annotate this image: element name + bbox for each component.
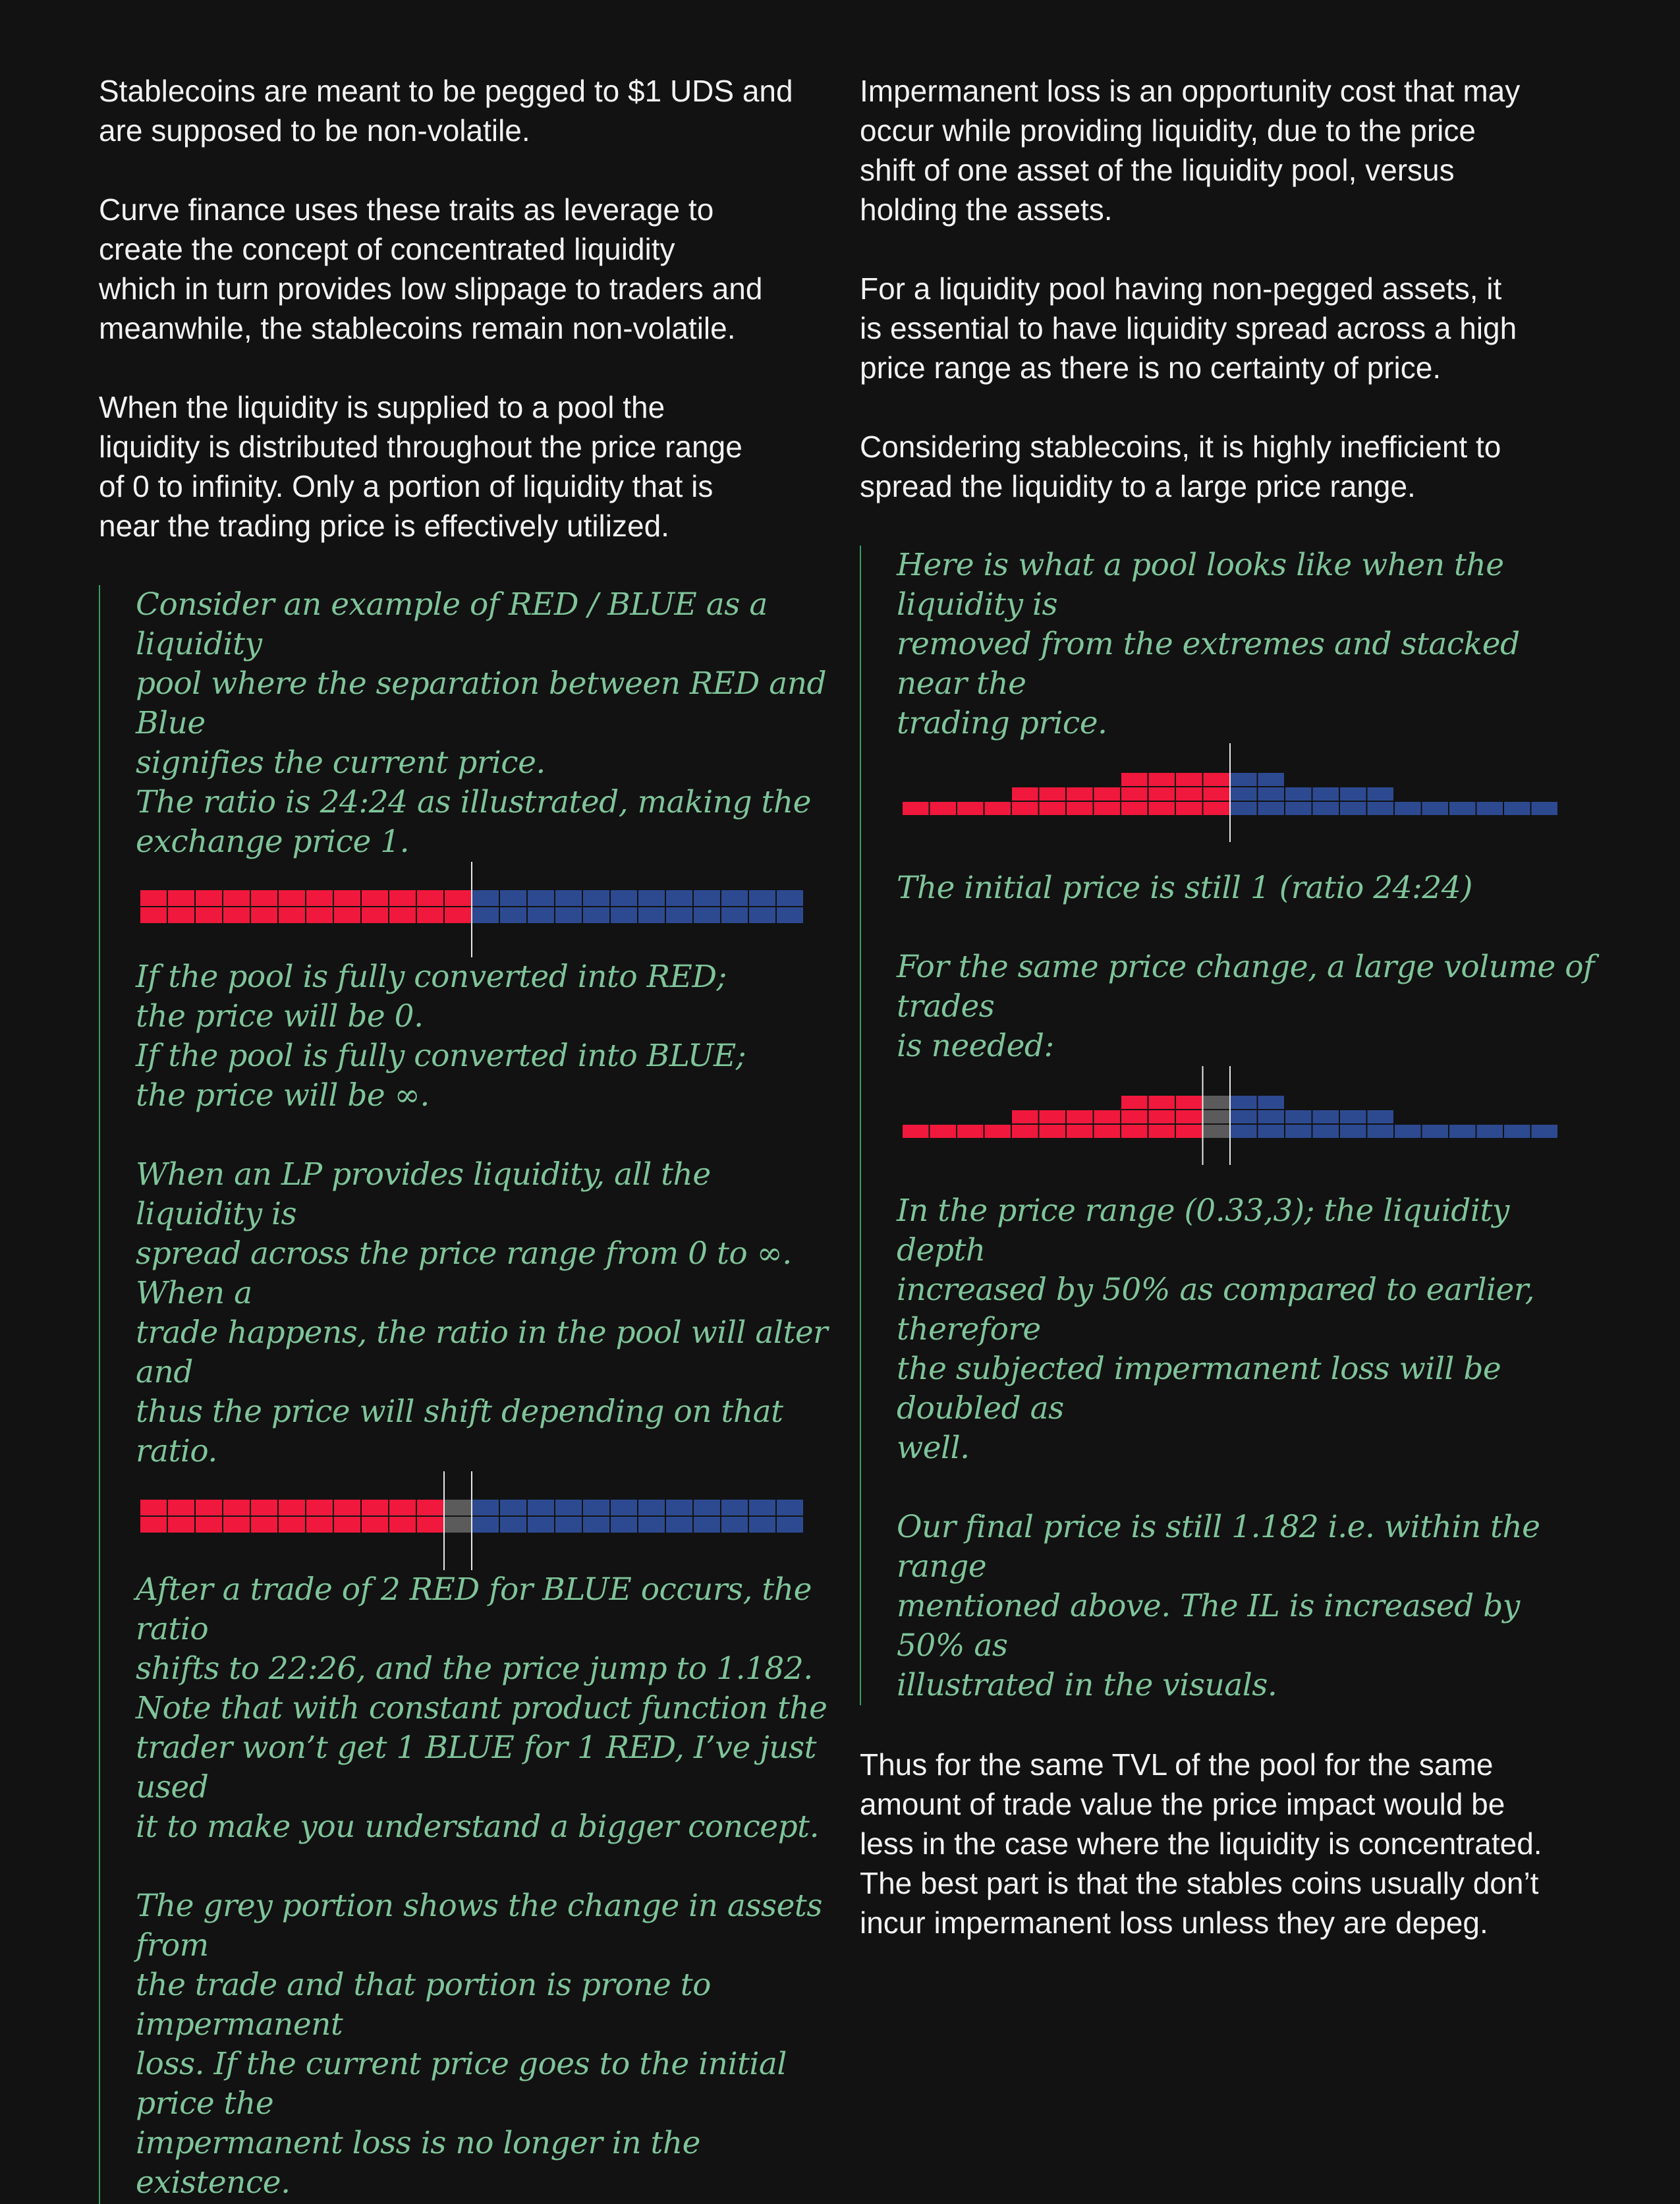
red-liquidity-block [1039,1124,1067,1139]
blue-liquidity-block [665,1516,693,1533]
red-liquidity-block [902,801,930,816]
red-liquidity-block [1121,772,1148,787]
red-liquidity-block [306,1499,333,1516]
quote-grey-portion: The grey portion shows the change in assets from the trade and that portion is prone to impermanent loss. If the current price goes to the initial price the impermanent loss is no longer in the existence. [136,1888,822,2201]
quote-lp-provides: When an LP provides liquidity, all the liquidity is spread across the price range from 0 to ∞. When a trade happens, the ratio in the pool will alter and thus the price will shift depending on that ratio. [136,1156,828,1469]
red-liquidity-block [1121,1110,1148,1124]
red-liquidity-block [1011,1124,1039,1139]
red-liquidity-block [1011,787,1039,801]
red-liquidity-block [1066,1110,1094,1124]
blue-liquidity-block [1230,1110,1258,1124]
red-liquidity-block [389,1516,416,1533]
red-liquidity-block [389,907,416,924]
red-liquidity-block [278,890,306,907]
blue-liquidity-block [527,1516,555,1533]
red-liquidity-block [1094,801,1121,816]
blue-liquidity-block [1367,801,1395,816]
quote-after-trade: After a trade of 2 RED for BLUE occurs, the ratio shifts to 22:26, and the price jump to 1.182. Note that with constant product function the trader won’t get 1 BLUE for 1 RED, I’ve just used it to make you understand a bigger concept. [136,1571,827,1845]
intro-paragraph: Stablecoins are meant to be pegged to $1 UDS and are supposed to be non-volatile. [99,74,793,148]
blue-liquidity-block [555,1516,582,1533]
blue-liquidity-block [1339,1110,1367,1124]
left-column [99,71,830,2204]
grey-liquidity-block [1203,1110,1231,1124]
blue-liquidity-block [638,907,665,924]
quote-initial-price: The initial price is still 1 (ratio 24:24) [897,870,1473,906]
blue-liquidity-block [555,907,582,924]
red-liquidity-block [140,907,167,924]
red-liquidity-block [361,907,389,924]
red-liquidity-block [223,890,250,907]
blue-liquidity-block [1339,1124,1367,1139]
red-liquidity-block [930,801,957,816]
blue-liquidity-block [1258,1110,1285,1124]
red-liquidity-block [984,801,1012,816]
blue-liquidity-block [1285,787,1312,801]
blue-liquidity-block [527,1499,555,1516]
blue-liquidity-block [1367,1124,1395,1139]
red-liquidity-block [902,1124,930,1139]
red-liquidity-block [250,890,278,907]
blue-liquidity-block [555,1499,582,1516]
red-liquidity-block [195,1499,223,1516]
blue-liquidity-block [1312,1110,1340,1124]
red-liquidity-block [1121,1095,1148,1110]
red-liquidity-block [140,890,167,907]
red-liquidity-block [333,890,361,907]
blue-liquidity-block [721,907,748,924]
blue-liquidity-block [582,907,610,924]
blue-liquidity-block [1422,1124,1449,1139]
blue-liquidity-block [748,1499,776,1516]
liquidity-range-paragraph: When the liquidity is supplied to a pool the liquidity is distributed throughout the price range of 0 to infinity. Only a portion of liquidity that is near the trading price is effectively utilized. [99,390,742,543]
red-liquidity-block [1094,787,1121,801]
blue-liquidity-block [665,890,693,907]
red-liquidity-block [278,1516,306,1533]
red-liquidity-block [1011,1110,1039,1124]
blue-liquidity-block [1285,1124,1312,1139]
blue-liquidity-block [1503,1124,1531,1139]
red-liquidity-block [333,907,361,924]
red-liquidity-block [1175,787,1203,801]
red-liquidity-block [278,1499,306,1516]
red-liquidity-block [140,1516,167,1533]
red-liquidity-block [1066,801,1094,816]
blue-liquidity-block [748,907,776,924]
blue-liquidity-block [721,890,748,907]
blue-liquidity-block [693,1516,721,1533]
blue-liquidity-block [1258,787,1285,801]
red-liquidity-block [416,890,444,907]
red-liquidity-block [1121,1124,1148,1139]
blue-liquidity-block [638,1516,665,1533]
blue-liquidity-block [1531,1124,1559,1139]
blue-liquidity-block [527,890,555,907]
red-liquidity-block [1066,787,1094,801]
blue-liquidity-block [1258,801,1285,816]
grey-liquidity-block [1203,1124,1231,1139]
blue-liquidity-block [1258,1095,1285,1110]
red-liquidity-block [416,907,444,924]
red-liquidity-block [1039,801,1067,816]
red-liquidity-block [223,1516,250,1533]
blue-liquidity-block [499,1499,527,1516]
red-liquidity-block [167,907,195,924]
red-liquidity-block [361,1499,389,1516]
red-liquidity-block [1148,787,1176,801]
red-liquidity-block [250,1499,278,1516]
red-liquidity-block [1148,1095,1176,1110]
blue-liquidity-block [527,907,555,924]
grey-liquidity-block [444,1516,472,1533]
red-liquidity-block [1203,801,1231,816]
blue-liquidity-block [693,907,721,924]
blue-liquidity-block [1258,1124,1285,1139]
blue-liquidity-block [693,890,721,907]
quote-full-conversion: If the pool is fully converted into RED; the price will be 0. If the pool is fully converted into BLUE; the price will be ∞. [136,959,746,1114]
blue-liquidity-block [665,907,693,924]
blue-liquidity-block [638,890,665,907]
red-liquidity-block [1094,1124,1121,1139]
blue-liquidity-block [1394,1124,1422,1139]
red-liquidity-block [1148,772,1176,787]
red-liquidity-block [1121,787,1148,801]
blue-liquidity-block [1230,801,1258,816]
red-liquidity-block [1121,801,1148,816]
right-column [860,71,1594,1942]
blue-liquidity-block [1503,801,1531,816]
blue-liquidity-block [1339,801,1367,816]
blue-liquidity-block [472,1516,499,1533]
red-liquidity-block [195,1516,223,1533]
red-liquidity-block [1148,1124,1176,1139]
quote-red-blue-example: Consider an example of RED / BLUE as a liquidity pool where the separation between RED and Blue signifies the current price. The ratio is 24:24 as illustrated, making the exchange price 1. [136,586,827,860]
blue-liquidity-block [776,1516,804,1533]
blue-liquidity-block [776,890,804,907]
blue-liquidity-block [1312,787,1340,801]
red-liquidity-block [250,1516,278,1533]
red-liquidity-block [1175,1095,1203,1110]
red-liquidity-block [1175,801,1203,816]
red-liquidity-block [1011,801,1039,816]
blue-liquidity-block [1312,801,1340,816]
red-liquidity-block [416,1516,444,1533]
red-liquidity-block [306,1516,333,1533]
quote-final-price: Our final price is still 1.182 i.e. within the range mentioned above. The IL is increased by 50% as illustrated in the visuals. [897,1509,1540,1703]
blue-liquidity-block [1476,801,1504,816]
quote-concentrated-pool: Here is what a pool looks like when the liquidity is removed from the extremes and stacked near the trading price. [897,547,1520,741]
red-liquidity-block [957,1124,984,1139]
blue-liquidity-block [582,1516,610,1533]
red-liquidity-block [1175,772,1203,787]
red-liquidity-block [1148,801,1176,816]
curve-paragraph: Curve finance uses these traits as leverage to create the concept of concentrated liquidity which in turn provides low slippage to traders and meanwhile, the stablecoins remain non-volatile. [99,192,763,345]
concentrated-pool-chart [897,743,1569,868]
red-liquidity-block [195,890,223,907]
red-liquidity-block [223,907,250,924]
blue-liquidity-block [1531,801,1559,816]
blue-liquidity-block [776,907,804,924]
red-liquidity-block [444,890,472,907]
blue-liquidity-block [1367,787,1395,801]
red-liquidity-block [333,1516,361,1533]
blue-liquidity-block [610,1516,638,1533]
red-liquidity-block [1094,1110,1121,1124]
uniform-pool-chart [136,862,795,957]
blue-liquidity-block [638,1499,665,1516]
red-liquidity-block [1039,787,1067,801]
red-liquidity-block [361,1516,389,1533]
red-liquidity-block [167,1499,195,1516]
red-liquidity-block [389,890,416,907]
red-liquidity-block [444,907,472,924]
blue-liquidity-block [472,1499,499,1516]
blue-liquidity-block [1258,772,1285,787]
blue-liquidity-block [610,890,638,907]
red-liquidity-block [1203,772,1231,787]
blue-liquidity-block [1367,1110,1395,1124]
red-liquidity-block [333,1499,361,1516]
blue-liquidity-block [1230,787,1258,801]
blue-liquidity-block [1422,801,1449,816]
blue-liquidity-block [748,1516,776,1533]
red-liquidity-block [250,907,278,924]
blue-liquidity-block [748,890,776,907]
red-liquidity-block [167,890,195,907]
red-liquidity-block [957,801,984,816]
red-liquidity-block [223,1499,250,1516]
red-liquidity-block [167,1516,195,1533]
concentrated-pool-trade-chart [897,1066,1569,1191]
blue-liquidity-block [610,1499,638,1516]
blue-liquidity-block [472,907,499,924]
blue-liquidity-block [776,1499,804,1516]
red-liquidity-block [1066,1124,1094,1139]
red-liquidity-block [140,1499,167,1516]
blue-liquidity-block [665,1499,693,1516]
blue-liquidity-block [1285,801,1312,816]
red-liquidity-block [389,1499,416,1516]
blue-liquidity-block [582,1499,610,1516]
quote-large-volume: For the same price change, a large volume of trades is needed: [897,949,1594,1064]
blue-liquidity-block [1230,1124,1258,1139]
blue-liquidity-block [582,890,610,907]
conclusion-paragraph: Thus for the same TVL of the pool for the same amount of trade value the price impact would be less in the case where the liquidity is concentrated. The best part is that the stables coins usually don’t incur impermanent loss unless they are depeg. [860,1747,1542,1940]
blue-liquidity-block [1339,787,1367,801]
blue-liquidity-block [499,890,527,907]
non-pegged-paragraph: For a liquidity pool having non-pegged assets, it is essential to have liquidity spread across a high price range as there is no certainty of price. [860,271,1517,385]
red-liquidity-block [306,907,333,924]
blue-liquidity-block [1312,1124,1340,1139]
red-liquidity-block [306,890,333,907]
blue-liquidity-block [555,890,582,907]
uniform-pool-trade-chart [136,1471,795,1570]
blue-liquidity-block [1394,801,1422,816]
stablecoins-paragraph: Considering stablecoins, it is highly inefficient to spread the liquidity to a large price range. [860,430,1501,503]
blue-liquidity-block [472,890,499,907]
right-blockquote [860,546,1594,1705]
red-liquidity-block [984,1124,1012,1139]
blue-liquidity-block [1449,1124,1476,1139]
blue-liquidity-block [721,1516,748,1533]
quote-depth-increase: In the price range (0.33,3); the liquidity depth increased by 50% as compared to earlier, therefore the subjected impermanent loss will be doubled as well. [897,1193,1535,1466]
blue-liquidity-block [610,907,638,924]
blue-liquidity-block [721,1499,748,1516]
red-liquidity-block [1203,787,1231,801]
blue-liquidity-block [1230,1095,1258,1110]
red-liquidity-block [1039,1110,1067,1124]
blue-liquidity-block [1230,772,1258,787]
red-liquidity-block [278,907,306,924]
blue-liquidity-block [499,907,527,924]
red-liquidity-block [930,1124,957,1139]
il-definition-paragraph: Impermanent loss is an opportunity cost that may occur while providing liquidity, due to the price shift of one asset of the liquidity pool, versus holding the assets. [860,74,1521,227]
red-liquidity-block [195,907,223,924]
grey-liquidity-block [1203,1095,1231,1110]
red-liquidity-block [1175,1124,1203,1139]
left-blockquote [99,585,830,2204]
red-liquidity-block [1175,1110,1203,1124]
blue-liquidity-block [1285,1110,1312,1124]
blue-liquidity-block [499,1516,527,1533]
blue-liquidity-block [1476,1124,1504,1139]
blue-liquidity-block [1449,801,1476,816]
blue-liquidity-block [693,1499,721,1516]
red-liquidity-block [1148,1110,1176,1124]
red-liquidity-block [361,890,389,907]
red-liquidity-block [416,1499,444,1516]
grey-liquidity-block [444,1499,472,1516]
